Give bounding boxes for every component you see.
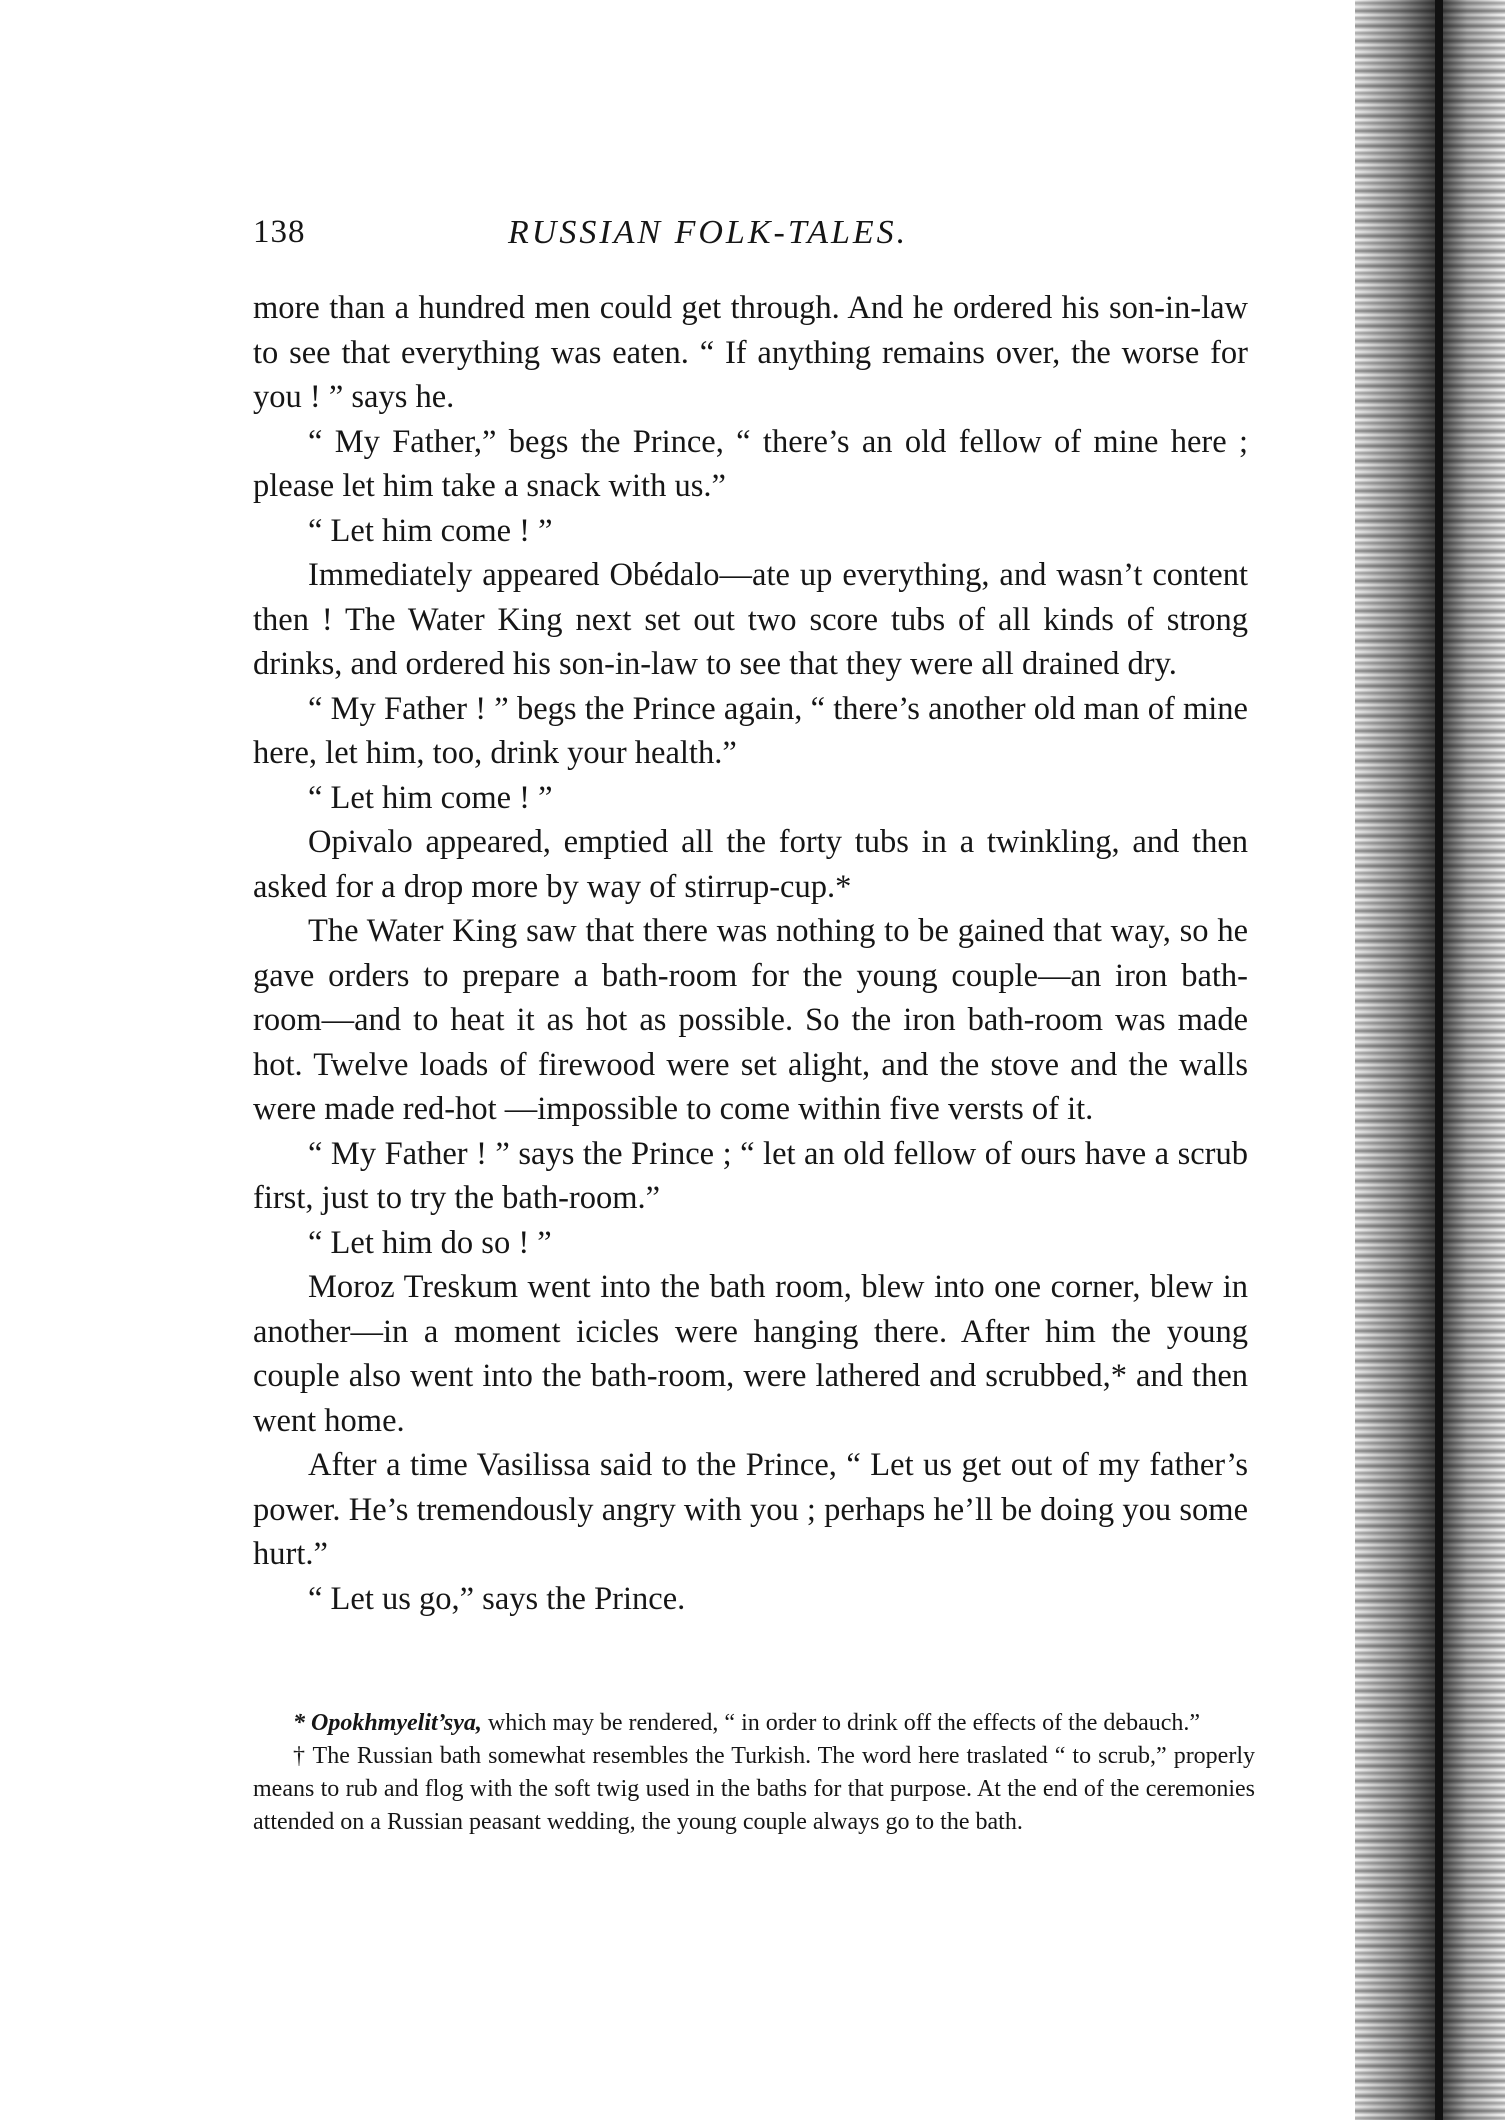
paragraph: “ Let him do so ! ” (308, 1224, 552, 1261)
book-spine-edge (1435, 0, 1443, 2120)
paragraph: Opivalo appeared, emptied all the forty tubs in a twinkling, and then asked for a drop more by way of stirrup-cup.* (253, 824, 1248, 905)
paragraph: “ My Father ! ” says the Prince ; “ let an old fellow of ours have a scrub first, just to try the bath-room.” (253, 1135, 1248, 1216)
paragraph: “ My Father,” begs the Prince, “ there’s an old fellow of mine here ; please let him take a snack with us.” (253, 423, 1248, 504)
footnote-text: The Russian bath somewhat resembles the Turkish. The word here traslated “ to scrub,” properly means to rub and flog with the soft twig used in the baths for that purpose. At the end of the ceremonies attended on a Russian peasant wedding, the young couple always go to the bath. (253, 1743, 1255, 1835)
footnote-mark: * (293, 1710, 305, 1736)
paragraph: more than a hundred men could get through. And he ordered his son-in-law to see that everything was eaten. “ If anything remains over, the worse for you ! ” says he. (253, 290, 1248, 415)
paragraph: “ Let us go,” says the Prince. (308, 1580, 686, 1617)
footnote-text: which may be rendered, “ in order to drink off the effects of the debauch.” (481, 1710, 1201, 1736)
book-gutter-shadow (1355, 0, 1505, 2120)
paragraph: “ Let him come ! ” (308, 512, 553, 549)
footnote (253, 1740, 1255, 1839)
footnotes (253, 1707, 1255, 1839)
paragraph: “ My Father ! ” begs the Prince again, “ there’s another old man of mine here, let him, too, drink your health.” (253, 690, 1248, 771)
paragraph: “ Let him come ! ” (308, 779, 553, 816)
body-text (253, 286, 1248, 1621)
paragraph: Immediately appeared Obédalo—ate up everything, and wasn’t content then ! The Water King next set out two score tubs of all kinds of strong drinks, and ordered his son-in-law to see that they were all drained dry. (253, 557, 1248, 682)
footnote-mark: † (293, 1743, 306, 1769)
footnote (253, 1707, 1255, 1740)
paragraph: After a time Vasilissa said to the Prince, “ Let us get out of my father’s power. He’s tremendously angry with you ; perhaps he’ll be doing you some hurt.” (253, 1447, 1248, 1572)
paragraph: Moroz Treskum went into the bath room, blew into one corner, blew in another—in a moment icicles were hanging there. After him the young couple also went into the bath-room, were lathered and scrubbed,* and then went home. (253, 1269, 1248, 1439)
paragraph: The Water King saw that there was nothing to be gained that way, so he gave orders to prepare a bath-room for the young couple—an iron bath-room—and to heat it as hot as possible. So the iron bath-room was made hot. Twelve loads of firewood were set alight, and the stove and the walls were made red-hot —impossible to come within five versts of it. (253, 913, 1248, 1127)
page-number: 138 (253, 214, 306, 250)
running-title: RUSSIAN FOLK-TALES. (508, 214, 909, 251)
page-header (253, 214, 1023, 262)
footnote-term: Opokhmyelit’sya, (311, 1710, 482, 1736)
